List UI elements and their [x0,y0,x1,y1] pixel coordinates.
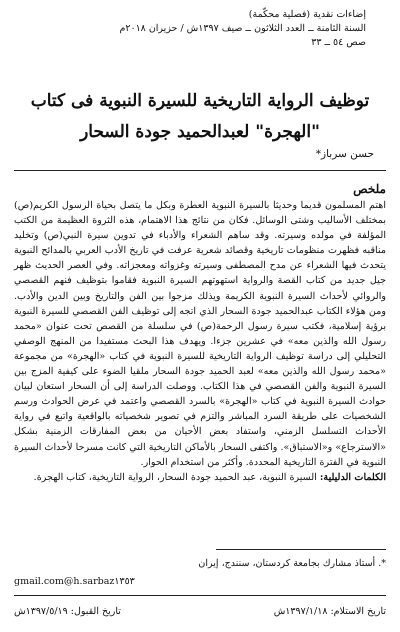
keywords-label: الكلمات الدليلية: [319,471,386,483]
page-range: صص ٥٤ ــ ٣٣ [311,37,366,48]
keywords-list: السيرة النبوية، عبد الحميد جودة السحار، الرواية التاريخية، كتاب الهجرة. [33,471,317,483]
abstract-body: اهتم المسلمون قديما وحديثا بالسيرة النبوية العطرة وبكل ما يتصل بحياة الرسول الكريم(ص) بمختلف الأساليب وشتى الوسائل. فكان من نتائج هذا الاهتمام، هذه الثروة العظيمة من الكتب المؤلفة في مولده وسيرته. وقد ساهم الشعراء والأدباء في تدوين سيرة النبي(ص) وتخليد مناقبه فظهرت منظومات تاريخية وقصائد شعرية عرفت في تاريخ الأدب العربي بالمدائح النبوية يتحدث فيها الشعراء عن مدح المصطفى وسيرته وغزواته ومعجزاته. وفي العصر الحديث ظهر جيل جديد من كتاب القصة والرواية استهوتهم السيرة النبوية فقاموا بتوظيف فنهم القصصي والروائي لأحداث السيرة النبوية الكريمة ويذلك مزجوا بين الفن والتاريخ وبين الدين والأدب. ومن هؤلاء الكتاب عبدالحميد جودة السحار الذي اتجه إلى توظيف الفن القصصي للسيرة النبوية برؤية إسلامية، فكتب سيرة رسول الرحمة(ص) في سلسلة من القصص تحت عنوان «محمد رسول الله والذين معه» في عشرين جزءا. ويهدف هذا البحث مستفيدا من المنهج الوصفي التحليلي إلى دراسة توظيف الرواية التاريخية للسيرة النبوية في كتاب «الهجرة» من مجموعة «محمد رسول الله والذين معه» لعبد الحميد جودة السحار ملقيا الضوء على كيفية المزج بين السيرة النبوية والفن القصصي في هذا الكتاب. ووصلت الدراسة إلى أن السحار استعان لبيان حوادث السيرة النبوية في كتاب «الهجرة» بالسرد القصصي واعتمد في عرض الحوادث ورسم الشخصيات على طريقة السرد المباشر والتزم في تصوير شخصياته بالواقعية واتبع في رواية الأحداث التسلسل الزمني، واستفاد بعض الأحيان من بعض المفارقات الزمنية بشكل «الاسترجاع» و«الاستباق». واكتفى السحار بالأماكن التاريخية التي كانت مسرحا لأحداث السيرة النبوية في الفترة التاريخية المحددة. وأكثر من استخدام الحوار. [14,200,386,468]
author-name: حسن سرباز* [315,148,374,160]
divider-top [14,170,386,171]
footnote-divider [216,549,386,550]
issue-info: السنة الثامنة ــ العدد الثلاثون ــ صيف ١٣٩٧ش / حزيران ٢٠١٨م [119,23,366,34]
abstract [14,198,386,485]
abstract-heading: ملخص [353,182,386,196]
received-date: تاريخ الاستلام: ١٣٩٧/١/١٨ش [273,606,386,617]
journal-name: إضاءات نقدية (فصلية محكّمة) [248,9,366,20]
article-title: توظيف الرواية التاريخية للسيرة النبوية فى كتاب "الهجرة" لعبدالحميد جودة السحار [30,91,370,142]
accepted-date: تاريخ القبول: ١٣٩٧/٥/١٩ش [14,606,121,617]
keywords [14,470,386,485]
author-affiliation: *. أستاذ مشارك بجامعة كردستان، سنندج، إيران [198,558,386,569]
author-email: gmail.com@h.sarbaz١٣٥٣ [14,576,135,587]
journal-header [36,8,366,50]
divider-bottom [14,595,386,596]
